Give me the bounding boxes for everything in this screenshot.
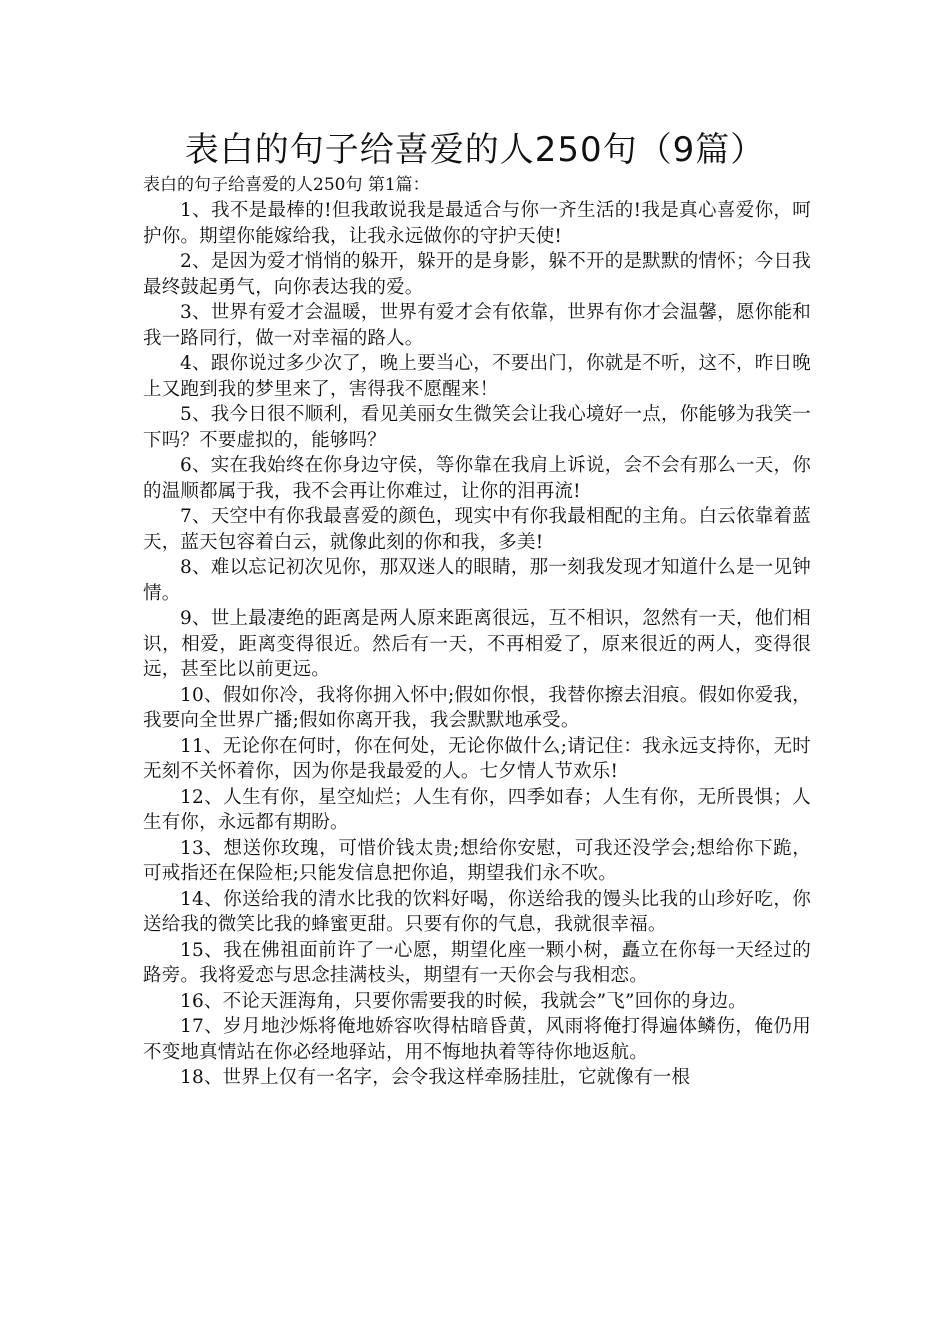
paragraph-2: 2、是因为爱才悄悄的躲开，躲开的是身影，躲不开的是默默的情怀；今日我最终鼓起勇气，向你表达我的爱。 (143, 251, 811, 298)
paragraph-10: 10、假如你冷，我将你拥入怀中;假如你恨，我替你擦去泪痕。假如你爱我，我要向全世界广播;假如你离开我，我会默默地承受。 (143, 684, 811, 731)
paragraph-8: 8、难以忘记初次见你，那双迷人的眼睛，那一刻我发现才知道什么是一见钟情。 (143, 557, 811, 604)
paragraph-13: 13、想送你玫瑰，可惜价钱太贵;想给你安慰，可我还没学会;想给你下跪，可戒指还在保险柜;只能发信息把你追，期望我们永不吹。 (143, 837, 811, 884)
document-body (143, 172, 811, 1091)
section-heading: 表白的句子给喜爱的人250句 第1篇： (143, 175, 430, 195)
document-title: 表白的句子给喜爱的人250句（9篇） (184, 130, 766, 170)
paragraph-3: 3、世界有爱才会温暖，世界有爱才会有依靠，世界有你才会温馨，愿你能和我一路同行，做一对幸福的路人。 (143, 302, 811, 349)
paragraph-16: 16、不论天涯海角，只要你需要我的时候，我就会”飞”回你的身边。 (180, 990, 747, 1012)
paragraph-15: 15、我在佛祖面前许了一心愿，期望化座一颗小树，矗立在你每一天经过的路旁。我将爱恋与思念挂满枝头，期望有一天你会与我相恋。 (143, 939, 811, 986)
paragraph-18: 18、世界上仅有一名字，会令我这样牵肠挂肚，它就像有一根 (180, 1067, 691, 1088)
paragraph-11: 11、无论你在何时，你在何处，无论你做什么;请记住：我永远支持你，无时无刻不关怀着你，因为你是我最爱的人。七夕情人节欢乐! (143, 735, 811, 782)
paragraph-7: 7、天空中有你我最喜爱的颜色，现实中有你我最相配的主角。白云依靠着蓝天，蓝天包容着白云，就像此刻的你和我，多美! (143, 506, 811, 553)
paragraph-1: 1、我不是最棒的!但我敢说我是最适合与你一齐生活的!我是真心喜爱你，呵护你。期望你能嫁给我，让我永远做你的守护天使! (143, 200, 811, 247)
paragraph-17: 17、岁月地沙烁将俺地娇容吹得枯暗昏黄，风雨将俺打得遍体鳞伤，俺仍用不变地真情站在你必经地驿站，用不悔地执着等待你地返航。 (143, 1016, 811, 1063)
paragraph-4: 4、跟你说过多少次了，晚上要当心，不要出门，你就是不听，这不，昨日晚上又跑到我的梦里来了，害得我不愿醒来！ (143, 353, 811, 400)
paragraph-14: 14、你送给我的清水比我的饮料好喝，你送给我的馒头比我的山珍好吃，你送给我的微笑比我的蜂蜜更甜。只要有你的气息，我就很幸福。 (143, 888, 811, 935)
paragraph-9: 9、世上最凄绝的距离是两人原来距离很远，互不相识，忽然有一天，他们相识，相爱，距离变得很近。然后有一天，不再相爱了，原来很近的两人，变得很远，甚至比以前更远。 (143, 608, 811, 680)
paragraph-12: 12、人生有你，星空灿烂；人生有你，四季如春；人生有你，无所畏惧；人生有你，永远都有期盼。 (143, 786, 811, 833)
paragraph-6: 6、实在我始终在你身边守侯，等你靠在我肩上诉说，会不会有那么一天，你的温顺都属于我，我不会再让你难过，让你的泪再流! (143, 455, 811, 502)
paragraph-5: 5、我今日很不顺利，看见美丽女生微笑会让我心境好一点，你能够为我笑一下吗？不要虚拟的，能够吗？ (143, 404, 811, 451)
